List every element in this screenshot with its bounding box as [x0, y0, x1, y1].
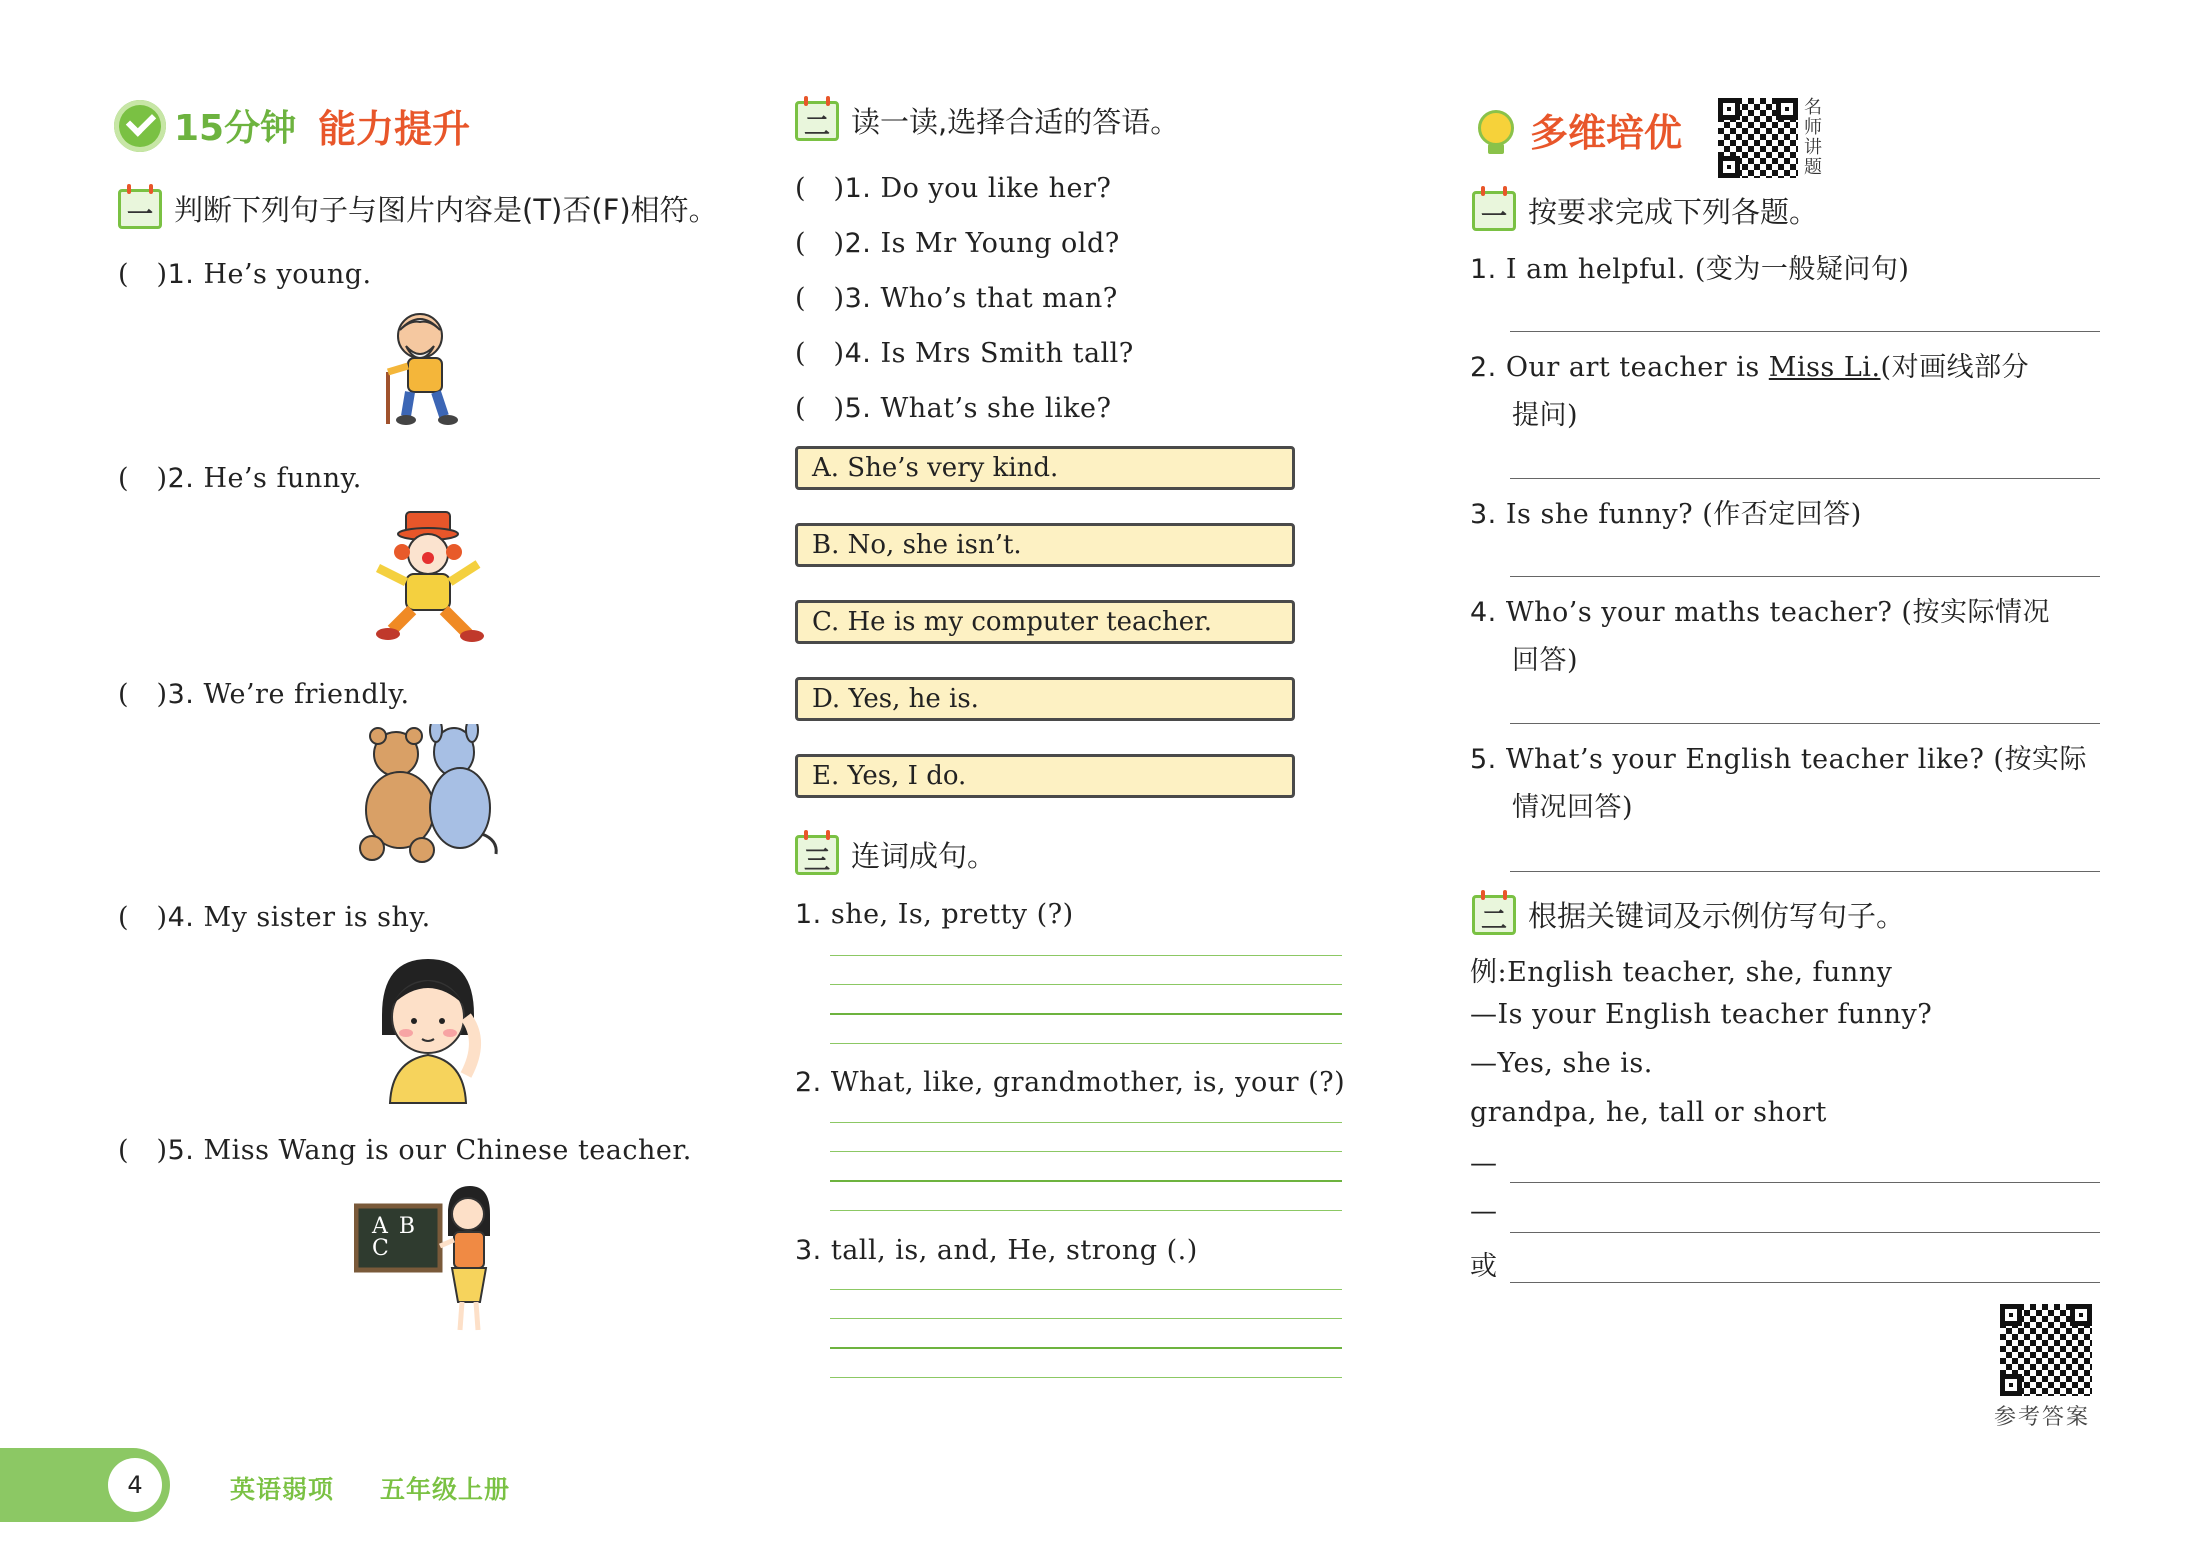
task-3: 3. Is she funny? (作否定回答)	[1470, 499, 1862, 530]
calendar-number-icon: 三	[795, 835, 839, 875]
choice-question-5: ( )5. What’s she like?	[795, 393, 1112, 424]
judge-item-3: ( )3. We’re friendly.	[118, 679, 410, 710]
answer-line[interactable]	[1510, 331, 2100, 332]
option-box-e: E. Yes, I do.	[795, 754, 1295, 798]
answer-blank[interactable]: ( )	[118, 679, 168, 710]
section-instruction: 读一读,选择合适的答语。	[851, 105, 1180, 139]
page-number: 4	[108, 1458, 162, 1512]
section-header-enrich	[1470, 102, 1682, 157]
answer-blank[interactable]: ( )	[118, 1135, 168, 1166]
judge-item-2: ( )2. He’s funny.	[118, 463, 362, 494]
writing-lines-1[interactable]	[830, 955, 1342, 1072]
answer-line[interactable]	[1510, 1232, 2100, 1233]
calendar-number-icon: 一	[118, 189, 162, 229]
task-2-line2: 提问)	[1512, 400, 1579, 431]
section-instruction: 连词成句。	[851, 839, 997, 873]
choice-question-2: ( )2. Is Mr Young old?	[795, 228, 1120, 259]
section-title-2	[795, 100, 1179, 141]
section-instruction: 按要求完成下列各题。	[1528, 195, 1819, 229]
answer-line[interactable]	[1510, 723, 2100, 724]
time-label: 15分钟	[174, 108, 297, 149]
writing-lines-2[interactable]	[830, 1122, 1342, 1239]
option-box-d: D. Yes, he is.	[795, 677, 1295, 721]
qr-label: 名师讲题	[1804, 97, 1822, 178]
answer-qr-label: 参考答案	[1994, 1405, 2091, 1430]
dash-2: —	[1470, 1196, 1498, 1227]
choice-question-4: ( )4. Is Mrs Smith tall?	[795, 338, 1134, 369]
bear-and-donkey-illustration	[352, 724, 502, 864]
answer-line[interactable]	[1510, 871, 2100, 872]
word-order-item-3: 3. tall, is, and, He, strong (.)	[795, 1235, 1198, 1266]
clown-illustration	[372, 508, 488, 644]
dash-1: —	[1470, 1148, 1498, 1179]
task-5: 5. What’s your English teacher like? (按实际	[1470, 744, 2087, 775]
answer-qr-code-icon[interactable]	[2000, 1304, 2092, 1396]
task-1: 1. I am helpful. (变为一般疑问句)	[1470, 254, 1910, 285]
section-instruction: 判断下列句子与图片内容是(T)否(F)相符。	[174, 193, 718, 227]
judge-item-4: ( )4. My sister is shy.	[118, 902, 431, 933]
choice-question-1: ( )1. Do you like her?	[795, 173, 1112, 204]
check-badge-icon	[114, 100, 166, 152]
lecture-qr-code-icon[interactable]	[1718, 98, 1798, 178]
header-title: 能力提升	[318, 107, 471, 151]
section-title-5	[1472, 894, 1905, 935]
example-line-3: —Yes, she is.	[1470, 1048, 1653, 1079]
underlined-part: Miss Li.	[1768, 352, 1881, 383]
answer-line[interactable]	[1510, 1282, 2100, 1283]
header-title: 多维培优	[1530, 111, 1683, 155]
choice-question-3: ( )3. Who’s that man?	[795, 283, 1118, 314]
answer-line[interactable]	[1510, 1182, 2100, 1183]
word-order-item-2: 2. What, like, grandmother, is, your (?)	[795, 1067, 1346, 1098]
answer-blank[interactable]: ( )	[795, 173, 845, 204]
answer-line[interactable]	[1510, 478, 2100, 479]
answer-blank[interactable]: ( )	[118, 259, 168, 290]
old-man-illustration	[370, 306, 480, 428]
answer-blank[interactable]: ( )	[795, 283, 845, 314]
section-title-4	[1472, 190, 1818, 231]
section-title-1	[118, 188, 718, 229]
calendar-number-icon: 一	[1472, 191, 1516, 231]
section-header-ability	[114, 98, 470, 153]
calendar-number-icon: 二	[1472, 895, 1516, 935]
judge-item-1: ( )1. He’s young.	[118, 259, 372, 290]
task-4-line2: 回答)	[1512, 645, 1579, 676]
judge-item-5: ( )5. Miss Wang is our Chinese teacher.	[118, 1135, 692, 1166]
option-box-b: B. No, she isn’t.	[795, 523, 1295, 567]
option-box-a: A. She’s very kind.	[795, 446, 1295, 490]
keywords-line: grandpa, he, tall or short	[1470, 1097, 1827, 1128]
section-instruction: 根据关键词及示例仿写句子。	[1528, 899, 1906, 933]
shy-girl-illustration	[362, 955, 492, 1105]
answer-line[interactable]	[1510, 576, 2100, 577]
footer-grade: 五年级上册	[380, 1475, 511, 1504]
blackboard-letters: A B C	[372, 1214, 418, 1261]
lightbulb-icon	[1470, 104, 1522, 156]
example-line-2: —Is your English teacher funny?	[1470, 999, 1933, 1030]
or-label: 或	[1470, 1251, 1498, 1282]
writing-lines-3[interactable]	[830, 1289, 1342, 1406]
answer-blank[interactable]: ( )	[795, 228, 845, 259]
task-2: 2. Our art teacher is Miss Li.(对画线部分	[1470, 352, 2030, 383]
calendar-number-icon: 二	[795, 101, 839, 141]
footer-subject: 英语弱项	[230, 1475, 335, 1504]
task-4: 4. Who’s your maths teacher? (按实际情况	[1470, 597, 2050, 628]
word-order-item-1: 1. she, Is, pretty (?)	[795, 899, 1074, 930]
answer-blank[interactable]: ( )	[795, 338, 845, 369]
answer-blank[interactable]: ( )	[795, 393, 845, 424]
option-box-c: C. He is my computer teacher.	[795, 600, 1295, 644]
task-5-line2: 情况回答)	[1512, 792, 1634, 823]
answer-blank[interactable]: ( )	[118, 902, 168, 933]
example-line-1: 例:English teacher, she, funny	[1470, 957, 1893, 988]
section-title-3	[795, 834, 996, 875]
answer-blank[interactable]: ( )	[118, 463, 168, 494]
